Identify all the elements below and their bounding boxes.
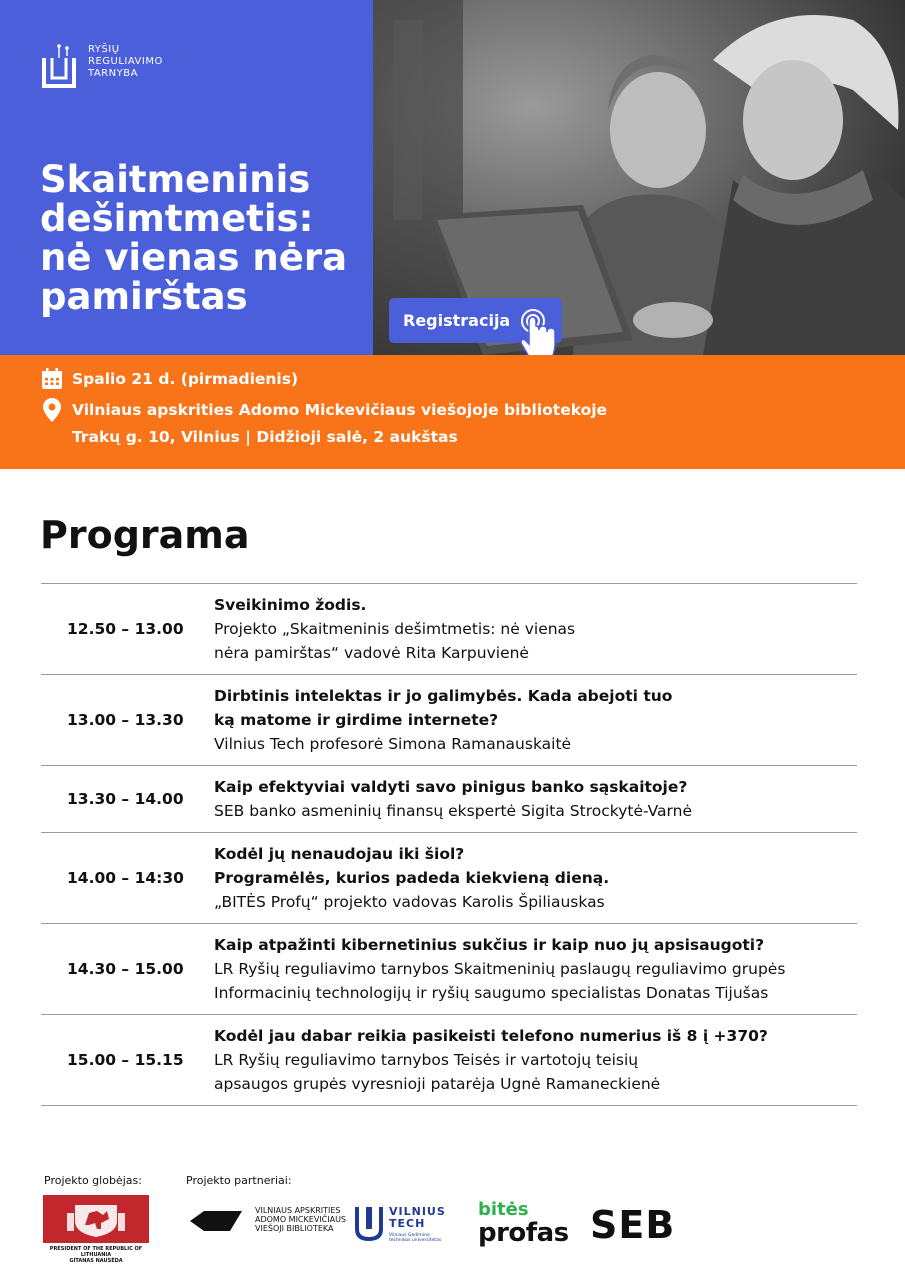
rrt-logo bbox=[40, 44, 163, 90]
event-date-row bbox=[40, 367, 298, 391]
vilnius-tech-name bbox=[389, 1206, 446, 1230]
talk-title: ką matome ir girdime internete? bbox=[214, 711, 499, 729]
vilnius-tech-sub-line: Vilniaus Gedimino bbox=[389, 1233, 430, 1238]
register-button-label: Registracija bbox=[403, 311, 511, 330]
program-time: 15.00 – 15.15 bbox=[67, 1051, 184, 1069]
program-row bbox=[41, 833, 857, 924]
title-line: Skaitmeninis bbox=[40, 158, 311, 201]
talk-speaker: SEB banko asmeninių finansų ekspertė Sigita Strockytė-Varnė bbox=[214, 802, 693, 820]
title-line: dešimtmetis: bbox=[40, 197, 314, 240]
talk-speaker: Projekto „Skaitmeninis dešimtmetis: nė vienas bbox=[214, 620, 576, 638]
talk-speaker: Informacinių technologijų ir ryšių saugumo specialistas Donatas Tijušas bbox=[214, 984, 769, 1002]
logo-line: REGULIAVIMO bbox=[88, 56, 163, 67]
talk-title: Programėlės, kurios padeda kiekvieną dieną. bbox=[214, 869, 610, 887]
library-line: ADOMO MICKEVIČIAUS bbox=[255, 1215, 347, 1224]
page-title bbox=[40, 160, 360, 316]
vilnius-tech-logo-icon bbox=[354, 1205, 384, 1241]
talk-title: Kodėl jau dabar reikia pasikeisti telefono numerius iš 8 į +370? bbox=[214, 1027, 768, 1045]
event-address-row bbox=[72, 428, 458, 446]
location-pin-icon bbox=[40, 398, 64, 422]
library-logo-icon bbox=[190, 1209, 242, 1233]
program-description bbox=[214, 766, 857, 833]
bite-profas-logo: profas bbox=[478, 1218, 569, 1248]
title-line: pamirštas bbox=[40, 275, 248, 318]
rrt-logo-icon bbox=[40, 44, 78, 90]
logo-line: TARNYBA bbox=[88, 68, 138, 79]
talk-speaker: Vilnius Tech profesorė Simona Ramanauskaitė bbox=[214, 735, 572, 753]
program-time: 13.30 – 14.00 bbox=[67, 790, 184, 808]
partners-label: Projekto partneriai: bbox=[186, 1174, 292, 1187]
program-time: 14.30 – 15.00 bbox=[67, 960, 184, 978]
talk-title: Kaip efektyviai valdyti savo pinigus banko sąskaitoje? bbox=[214, 778, 688, 796]
talk-title: Kodėl jų nenaudojau iki šiol? bbox=[214, 845, 465, 863]
program-time: 14.00 – 14:30 bbox=[67, 869, 184, 887]
library-logo-text bbox=[255, 1206, 346, 1233]
title-line: nė vienas nėra bbox=[40, 236, 348, 279]
program-row bbox=[41, 1015, 857, 1106]
hero-banner bbox=[0, 0, 905, 355]
program-description bbox=[214, 924, 857, 1015]
program-row bbox=[41, 766, 857, 833]
talk-speaker: LR Ryšių reguliavimo tarnybos Teisės ir vartotojų teisių bbox=[214, 1051, 639, 1069]
event-address: Trakų g. 10, Vilnius | Didžioji salė, 2 aukštas bbox=[72, 428, 458, 446]
logo-line: RYŠIŲ bbox=[88, 44, 120, 55]
vilnius-tech-line: TECH bbox=[389, 1217, 426, 1230]
program-time: 12.50 – 13.00 bbox=[67, 620, 184, 638]
calendar-icon bbox=[40, 367, 64, 391]
bite-logo-top: bitės bbox=[478, 1199, 529, 1220]
vilnius-tech-line: VILNIUS bbox=[389, 1205, 446, 1218]
talk-title: Dirbtinis intelektas ir jo galimybės. Kada abejoti tuo bbox=[214, 687, 673, 705]
program-row bbox=[41, 675, 857, 766]
president-caption-line: GITANAS NAUSĖDA bbox=[69, 1258, 123, 1264]
president-caption-line: PRESIDENT OF THE REPUBLIC OF LITHUANIA bbox=[49, 1246, 143, 1258]
event-info-bar bbox=[0, 355, 905, 469]
event-venue: Vilniaus apskrities Adomo Mickevičiaus viešojoje bibliotekoje bbox=[72, 401, 608, 419]
program-time: 13.00 – 13.30 bbox=[67, 711, 184, 729]
vilnius-tech-subtitle bbox=[389, 1233, 441, 1243]
talk-speaker: LR Ryšių reguliavimo tarnybos Skaitmeninių paslaugų reguliavimo grupės bbox=[214, 960, 786, 978]
program-row bbox=[41, 584, 857, 675]
event-venue-row bbox=[40, 398, 607, 422]
program-table bbox=[41, 583, 857, 1106]
event-date: Spalio 21 d. (pirmadienis) bbox=[72, 370, 299, 388]
library-line: VILNIAUS APSKRITIES bbox=[255, 1206, 341, 1215]
program-heading: Programa bbox=[40, 513, 250, 557]
program-row bbox=[41, 924, 857, 1015]
vilnius-tech-sub-line: technikos universitetas bbox=[389, 1238, 442, 1243]
talk-title: Kaip atpažinti kibernetinius sukčius ir kaip nuo jų apsisaugoti? bbox=[214, 936, 765, 954]
patron-label: Projekto globėjas: bbox=[44, 1174, 142, 1187]
president-logo bbox=[43, 1195, 149, 1243]
program-description bbox=[214, 584, 857, 675]
talk-title: Sveikinimo žodis. bbox=[214, 596, 367, 614]
talk-speaker: apsaugos grupės vyresnioji patarėja Ugnė Ramaneckienė bbox=[214, 1075, 661, 1093]
library-line: VIEŠOJI BIBLIOTEKA bbox=[255, 1224, 334, 1233]
seb-logo: SEB bbox=[590, 1203, 676, 1247]
talk-speaker: nėra pamirštas“ vadovė Rita Karpuvienė bbox=[214, 644, 529, 662]
program-description bbox=[214, 1015, 857, 1106]
rrt-logo-text bbox=[88, 44, 163, 80]
program-description bbox=[214, 675, 857, 766]
president-caption bbox=[43, 1246, 149, 1264]
talk-speaker: „BITĖS Profų“ projekto vadovas Karolis Špiliauskas bbox=[214, 893, 605, 911]
vytis-coat-of-arms-icon bbox=[67, 1199, 125, 1239]
program-description bbox=[214, 833, 857, 924]
